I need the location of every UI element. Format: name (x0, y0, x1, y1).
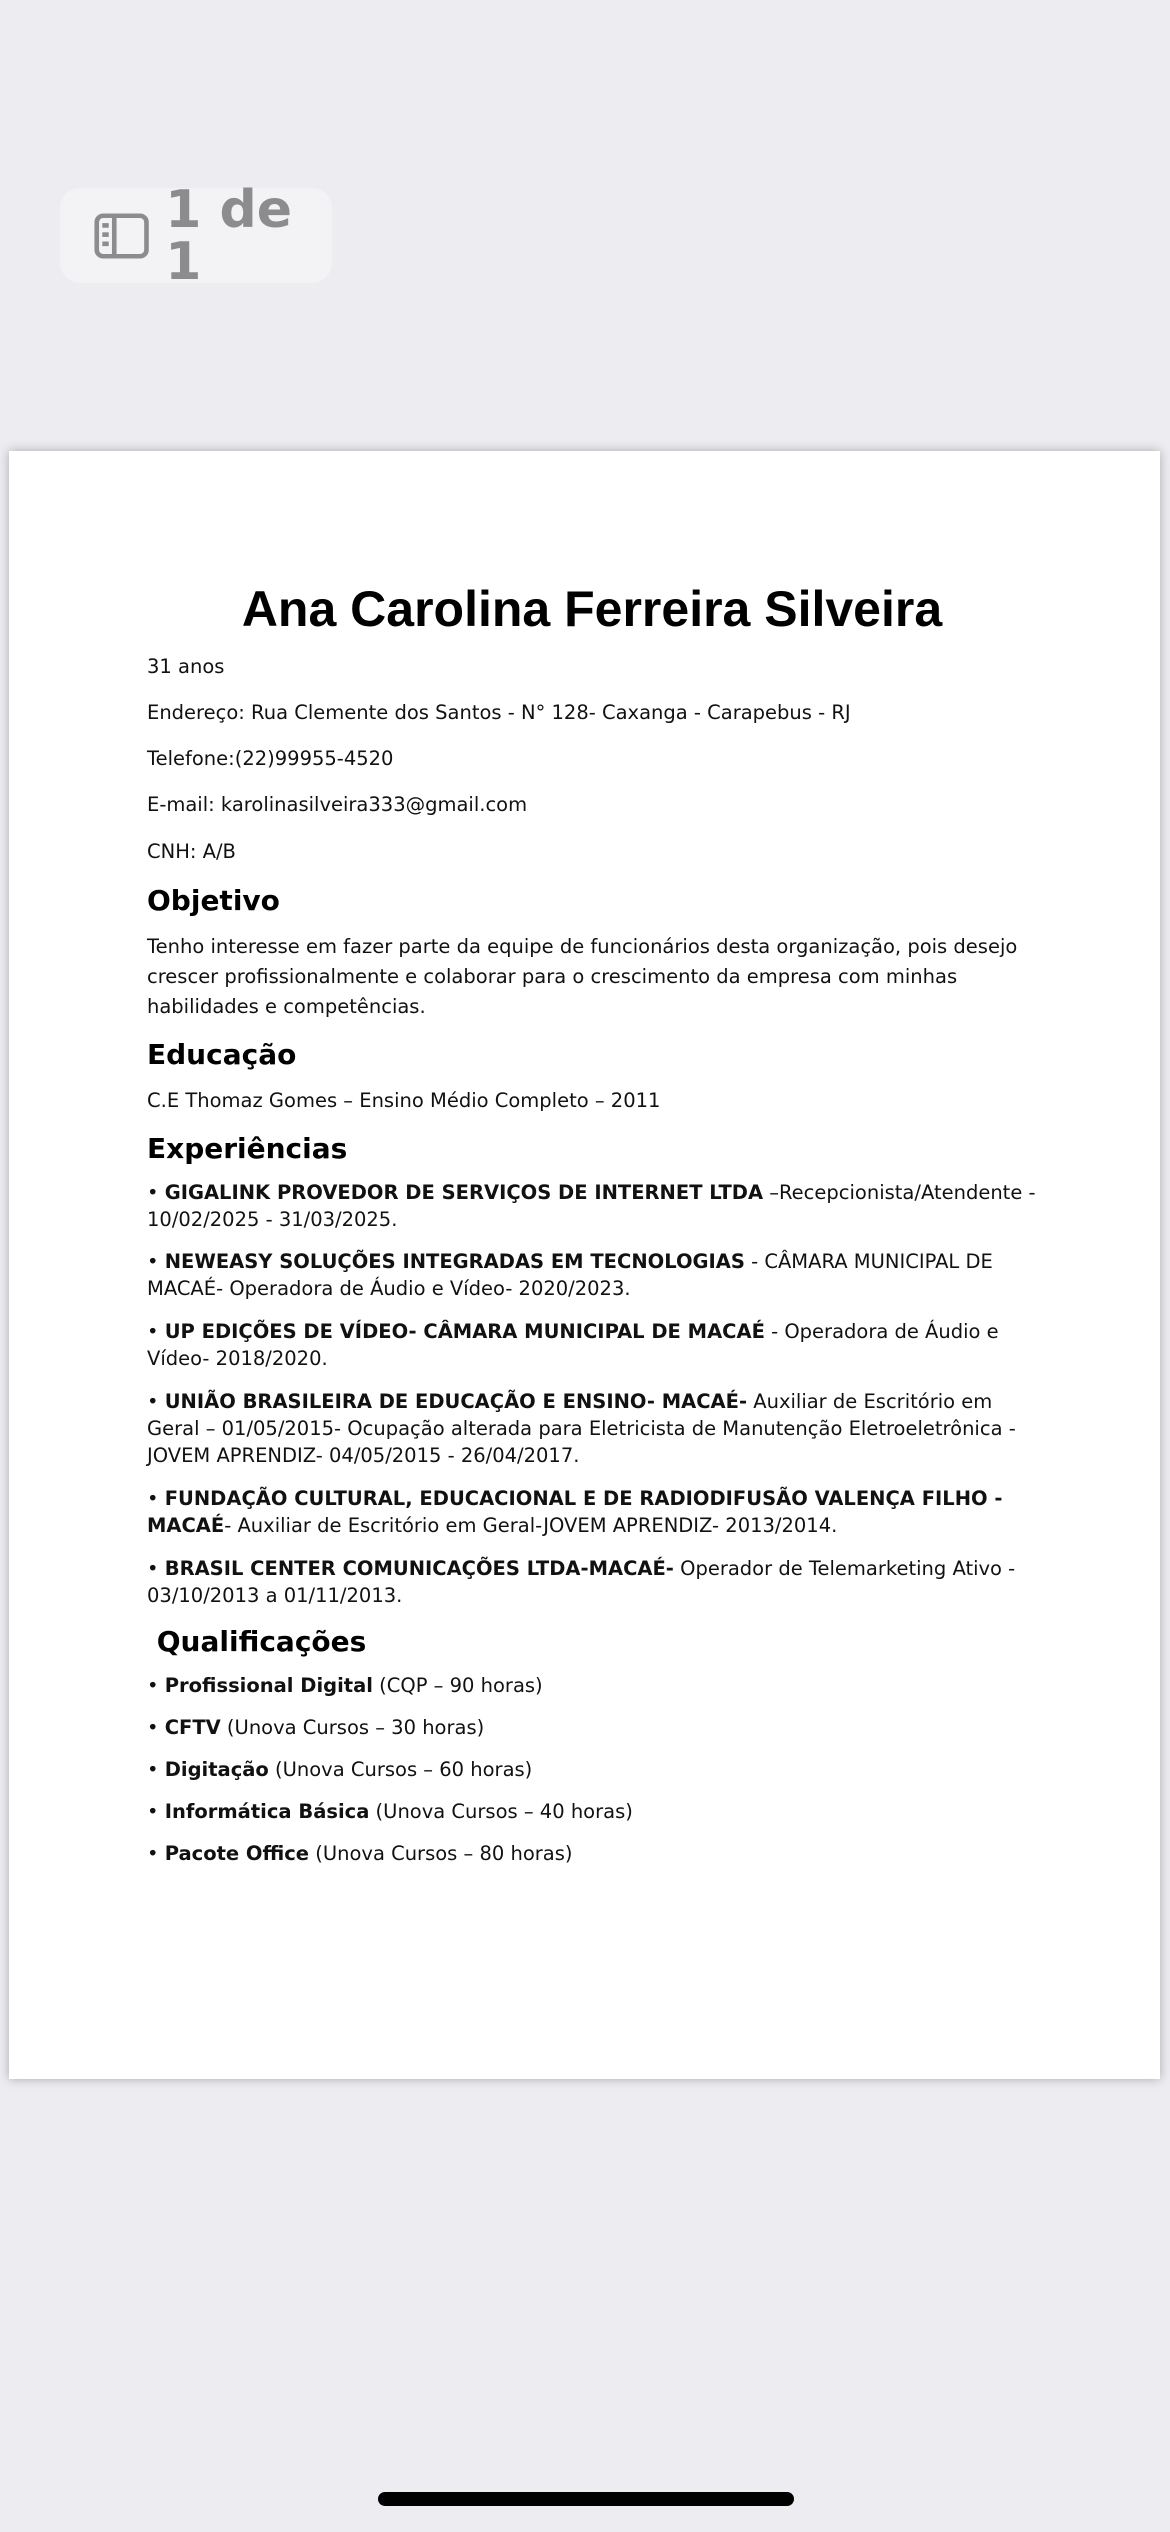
qualifications-heading: Qualificações (147, 1625, 367, 1659)
resume-name: Ana Carolina Ferreira Silveira (241, 581, 943, 637)
home-indicator[interactable] (378, 2492, 794, 2506)
info-phone: Telefone:(22)99955-4520 (147, 747, 394, 771)
experience-detail: - CÂMARA MUNICIPAL DE MACAÉ- Operadora de Áudio e Vídeo- 2020/2023. (147, 1250, 993, 1301)
page-count-label: 1 de 1 (165, 179, 293, 292)
qualification-detail: (Unova Cursos – 60 horas) (268, 1757, 533, 1781)
experience-item: • GIGALINK PROVEDOR DE SERVIÇOS DE INTERNET LTDA –Recepcionista/Atendente - 10/02/2025 - 31/03/2025. (147, 1180, 1036, 1231)
sidebar-thumbnails-icon (94, 211, 149, 261)
resume-content (147, 581, 1037, 1883)
experience-company: FUNDAÇÃO CULTURAL, EDUCACIONAL E DE RADIODIFUSÃO VALENÇA FILHO - MACAÉ (147, 1486, 1003, 1537)
experience-company: GIGALINK PROVEDOR DE SERVIÇOS DE INTERNET LTDA (164, 1180, 764, 1204)
page-indicator[interactable] (60, 179, 332, 292)
info-email: E-mail: karolinasilveira333@gmail.com (147, 793, 528, 817)
experience-heading: Experiências (147, 1132, 348, 1166)
objective-heading: Objetivo (147, 883, 280, 917)
info-age: 31 anos (147, 654, 225, 678)
qualification-item: • Digitação (Unova Cursos – 60 horas) (147, 1757, 533, 1781)
experience-company: NEWEASY SOLUÇÕES INTEGRADAS EM TECNOLOGIAS (164, 1250, 745, 1274)
experience-item: • BRASIL CENTER COMUNICAÇÕES LTDA-MACAÉ- Operador de Telemarketing Ativo - 03/10/2013 a 01/11/2013. (147, 1556, 1016, 1607)
qualification-detail: (Unova Cursos – 30 horas) (220, 1715, 485, 1739)
qualification-item: • Profissional Digital (CQP – 90 horas) (147, 1674, 543, 1698)
experience-detail: Operador de Telemarketing Ativo - 03/10/2013 a 01/11/2013. (147, 1556, 1016, 1607)
qualification-name: Pacote Office (164, 1841, 310, 1865)
qualification-item: • CFTV (Unova Cursos – 30 horas) (147, 1715, 485, 1739)
qualification-detail: (Unova Cursos – 40 horas) (369, 1799, 633, 1823)
experience-detail: - Operadora de Áudio e Vídeo- 2018/2020. (147, 1320, 999, 1371)
experience-detail: - Auxiliar de Escritório em Geral-JOVEM APRENDIZ- 2013/2014. (224, 1513, 838, 1537)
qualification-detail: (Unova Cursos – 80 horas) (309, 1841, 573, 1865)
education-text: C.E Thomaz Gomes – Ensino Médio Completo – 2011 (147, 1088, 661, 1112)
experience-item: • FUNDAÇÃO CULTURAL, EDUCACIONAL E DE RADIODIFUSÃO VALENÇA FILHO - MACAÉ- Auxiliar de Escritório em Geral-JOVEM APRENDIZ- 2013/2014. (147, 1486, 1003, 1537)
qualification-detail: (CQP – 90 horas) (372, 1674, 543, 1698)
qualification-item: • Pacote Office (Unova Cursos – 80 horas) (147, 1841, 573, 1865)
experience-detail: –Recepcionista/Atendente - 10/02/2025 - 31/03/2025. (147, 1180, 1036, 1231)
experience-company: UP EDIÇÕES DE VÍDEO- CÂMARA MUNICIPAL DE MACAÉ (164, 1320, 765, 1344)
education-heading: Educação (147, 1038, 297, 1072)
info-license: CNH: A/B (147, 839, 236, 863)
experience-company: UNIÃO BRASILEIRA DE EDUCAÇÃO E ENSINO- MACAÉ- (164, 1390, 748, 1414)
qualification-item: • Informática Básica (Unova Cursos – 40 horas) (147, 1799, 633, 1823)
qualification-name: Informática Básica (164, 1799, 370, 1823)
qualification-name: Digitação (164, 1757, 269, 1781)
experience-item: • NEWEASY SOLUÇÕES INTEGRADAS EM TECNOLOGIAS - CÂMARA MUNICIPAL DE MACAÉ- Operadora de Áudio e Vídeo- 2020/2023. (147, 1250, 993, 1301)
experience-detail: Auxiliar de Escritório em Geral – 01/05/2015- Ocupação alterada para Eletricista de Manutenção Eletroeletrônica - JOVEM APRENDIZ- 04/05/2015 - 26/04/2017. (147, 1390, 1016, 1467)
info-address: Endereço: Rua Clemente dos Santos - N° 128- Caxanga - Carapebus - RJ (147, 700, 851, 724)
objective-text: Tenho interesse em fazer parte da equipe de funcionários desta organização, pois desejo crescer profissionalmente e colaborar para o crescimento da empresa com minhas habilidades e competências. (147, 934, 1018, 1019)
document-page[interactable] (9, 451, 1160, 2079)
experience-item: • UP EDIÇÕES DE VÍDEO- CÂMARA MUNICIPAL DE MACAÉ - Operadora de Áudio e Vídeo- 2018/2020. (147, 1320, 999, 1371)
experience-item: • UNIÃO BRASILEIRA DE EDUCAÇÃO E ENSINO- MACAÉ- Auxiliar de Escritório em Geral – 01/05/2015- Ocupação alterada para Eletricista de Manutenção Eletroeletrônica - JOVEM APRENDIZ- 04/05/2015 - 26/04/2017. (147, 1390, 1016, 1467)
qualification-name: Profissional Digital (164, 1674, 373, 1698)
experience-company: BRASIL CENTER COMUNICAÇÕES LTDA-MACAÉ- (164, 1556, 674, 1580)
qualification-name: CFTV (164, 1715, 221, 1739)
